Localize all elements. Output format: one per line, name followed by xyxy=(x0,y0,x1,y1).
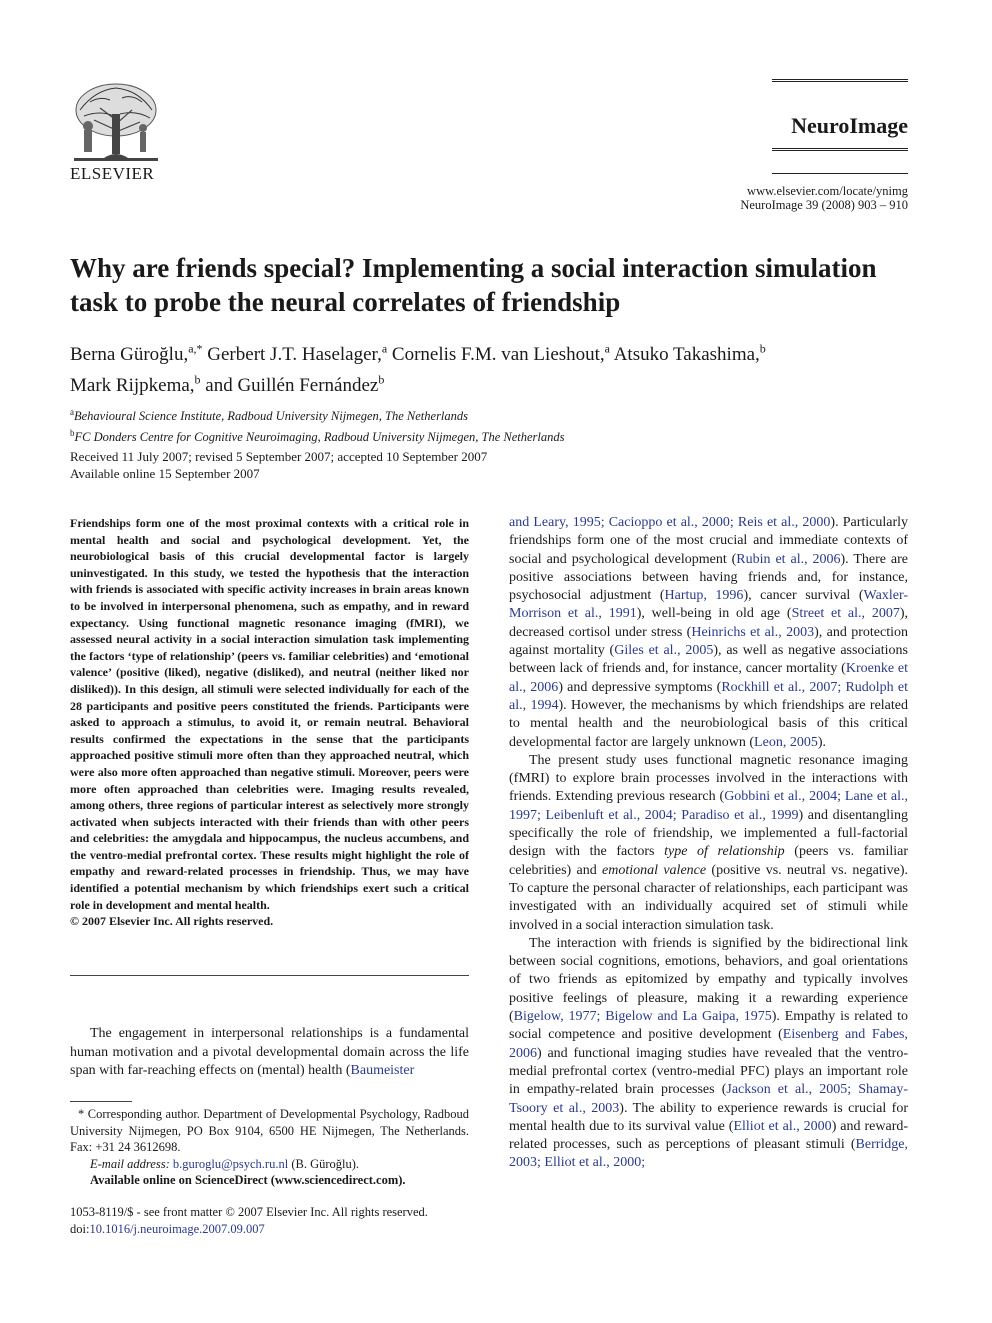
author: Atsuko Takashima,$^b$ xyxy=(613,342,766,366)
col2-paragraph xyxy=(509,752,908,935)
emphasis-text: type of relationship xyxy=(664,844,785,860)
citation-link[interactable]: Jackson et al., 2005; Shamay-Tsoory et al., 2003 xyxy=(509,1082,909,1116)
email-link[interactable]: b.guroglu@psych.ru.nl xyxy=(172,1156,289,1171)
col2-paragraph xyxy=(509,935,908,1173)
citation-link[interactable]: Rubin et al., 2006 xyxy=(736,551,841,567)
publisher-name: ELSEVIER xyxy=(70,164,155,183)
affiliation: $^a$Behavioural Science Institute, Radboud University Nijmegen, The Netherlands xyxy=(70,407,469,424)
citation-link[interactable]: Baumeister xyxy=(350,1063,415,1078)
footnote-rule xyxy=(70,1101,132,1102)
body-text: ), and protection against mortality ( xyxy=(509,624,908,659)
citation-link[interactable]: Leon, 2005 xyxy=(754,734,818,750)
corresponding-author: * Corresponding author. Department of Developmental Psychology, Radboud University Nijmegen, PO Box 9104, 6500 HE Nijmegen, The Netherlands. Fax: +31 24 3612698. xyxy=(70,1107,469,1154)
body-text: ). Empathy is related to social competence and positive development ( xyxy=(509,1009,908,1043)
body-text: The interaction with friends is signified by the bidirectional link between social cognitions, emotions, behaviors, and goal orientations of two friends as epitomized by empathy and typically involves positive feelings of pleasure, making it a rewarding experience ( xyxy=(509,935,908,1025)
affiliations xyxy=(70,404,915,446)
abstract xyxy=(70,515,469,930)
author-list xyxy=(70,337,915,398)
body-text: ), cancer survival ( xyxy=(743,588,864,604)
citation-link[interactable]: Waxler-Morrison et al., 1991 xyxy=(509,588,908,622)
footnote xyxy=(70,1106,469,1189)
citation-link[interactable]: Eisenberg and Fabes, 2006 xyxy=(509,1027,908,1061)
citation-link[interactable]: and Leary, 1995; Cacioppo et al., 2000; Reis et al., 2000 xyxy=(509,515,831,530)
abstract-text: Friendships form one of the most proximal contexts with a critical role in mental health and social and psychological development. Yet, the neurobiological basis of this crucial developmental factor is largely uninvestigated. In this study, we tested the hypothesis that the interaction with friends is associated with specific activity increases in brain areas known to be involved in interpersonal phenomena, such as empathy, and in reward expectancy. Using functional magnetic resonance imaging (fMRI), we assessed neural activity in a social interaction simulation task implementing the factors ‘type of relationship’ (peers vs. familiar celebrities) and ‘emotional valence’ (positive (liked), negative (disliked), and neutral (neither liked nor disliked)). In this design, all stimuli were selected individually for each of the 28 participants and positive peers constituted the friends. Participants were asked to approach a stimulus, to avoid it, or remain neutral. Behavioral results confirmed the expectations in the sense that the participants approached positive stimuli more often than they approached neutral, which were also more often approached than negative stimuli. Moreover, peers were more often approached than celebrities were. Imaging results revealed, among others, three regions of particular interest as selectively more strongly activated when subjects interacted with their friends than with other peers and celebrities: the amygdala and hippocampus, the nucleus accumbens, and the ventro-medial prefrontal cortex. These results might highlight the role of empathy and reward-related processes in friendship. Thus, we may have identified a potential mechanism by which friendships exert such a critical role in development and mental health. xyxy=(70,516,469,912)
body-text: ). Particularly friendships form one of the most crucial and immediate contexts of social and psychological development ( xyxy=(509,515,908,567)
abstract-copyright: © 2007 Elsevier Inc. All rights reserved. xyxy=(70,914,274,929)
header-rule-thin xyxy=(772,173,908,174)
body-text: ) and functional imaging studies have revealed that the ventro-medial prefrontal cortex (ventro-medial PFC) plays an important role in empathy-related brain processes ( xyxy=(509,1045,908,1098)
abstract-rule xyxy=(70,975,469,976)
intro-column-right xyxy=(509,514,908,1173)
doi-line: doi:10.1016/j.neuroimage.2007.09.007 xyxy=(70,1221,265,1236)
body-text: (peers vs. familiar celebrities) and xyxy=(509,844,908,878)
author: Mark Rijpkema,$^b$ xyxy=(70,372,201,396)
body-text: The present study uses functional magnetic resonance imaging (fMRI) to explore brain processes involved in the interactions with friends. Extending previous research ( xyxy=(509,752,908,805)
citation-link[interactable]: Giles et al., 2005 xyxy=(614,643,714,659)
body-text: (positive vs. neutral vs. negative). To capture the personal character of relationships, each participant was investigated with an individually acquired set of stimuli while involved in a social interaction simulation task. xyxy=(509,862,908,933)
citation-link[interactable]: Berridge, 2003; Elliot et al., 2000; xyxy=(509,1137,908,1171)
header-rule-top xyxy=(772,79,908,82)
citation-link[interactable]: Street et al., 2007 xyxy=(791,606,900,622)
emphasis-text: emotional valence xyxy=(602,862,707,878)
citation-link[interactable]: Kroenke et al., 2006 xyxy=(509,661,908,695)
journal-info xyxy=(600,184,908,212)
author: Berna Güroğlu,$^{a,*}$ xyxy=(70,342,203,366)
body-text: ), well-being in old age ( xyxy=(636,606,792,622)
intro-column-left xyxy=(70,1025,469,1081)
sciencedirect-line: Available online on ScienceDirect (www.sciencedirect.com). xyxy=(90,1173,406,1187)
author: Gerbert J.T. Haselager,$^a$ xyxy=(207,342,388,366)
body-text: ). There are positive associations between having friends and, for instance, psychosocial adjustment ( xyxy=(509,551,909,604)
journal-url[interactable]: www.elsevier.com/locate/ynimg xyxy=(747,184,908,198)
author: and Guillén Fernández$^b$ xyxy=(205,372,385,396)
col2-paragraph xyxy=(509,514,908,752)
body-text: ), decreased cortisol under stress ( xyxy=(509,606,908,640)
body-text: ). xyxy=(817,734,826,750)
online-date: Available online 15 September 2007 xyxy=(70,466,260,481)
header-rule-bottom xyxy=(772,148,908,151)
article-history xyxy=(70,448,915,482)
journal-citation: NeuroImage 39 (2008) 903 – 910 xyxy=(740,198,908,212)
journal-name: NeuroImage xyxy=(791,113,908,138)
citation-link[interactable]: Rockhill et al., 2007; Rudolph et al., 1994 xyxy=(509,679,908,713)
doi-link[interactable]: 10.1016/j.neuroimage.2007.09.007 xyxy=(89,1221,265,1236)
body-text: ). However, the mechanisms by which friendships are related to mental health and the neurobiological basis of this critical developmental factor are largely unknown ( xyxy=(509,697,908,750)
history-dates: Received 11 July 2007; revised 5 September 2007; accepted 10 September 2007 xyxy=(70,449,488,464)
citation-link[interactable]: Hartup, 1996 xyxy=(664,588,744,604)
citation-link[interactable]: Bigelow, 1977; Bigelow and La Gaipa, 1975 xyxy=(513,1009,772,1025)
front-matter: 1053-8119/$ - see front matter © 2007 Elsevier Inc. All rights reserved. xyxy=(70,1205,428,1219)
intro-paragraph: The engagement in interpersonal relationships is a fundamental human motivation and a pivotal developmental domain across the life span with far-reaching effects on (mental) health (Baumeister xyxy=(70,1026,469,1078)
citation-link[interactable]: Elliot et al., 2000 xyxy=(733,1118,832,1134)
paper-title: Why are friends special? Implementing a social interaction simulation task to probe the neural correlates of friendship xyxy=(70,253,877,317)
email-line: E-mail address: b.guroglu@psych.ru.nl (B. Güroğlu). xyxy=(90,1156,360,1171)
copyright-block xyxy=(70,1204,469,1237)
body-text: ) and depressive symptoms ( xyxy=(558,679,722,695)
author: Cornelis F.M. van Lieshout,$^a$ xyxy=(391,342,610,366)
body-text: ) and disentangling specifically the role of friendship, we implemented a full-factorial design with the factors xyxy=(509,807,909,860)
citation-link[interactable]: Gobbini et al., 2004; Lane et al., 1997; Leibenluft et al., 2004; Paradiso et al., 1999 xyxy=(509,789,908,823)
citation-link[interactable]: Heinrichs et al., 2003 xyxy=(691,624,815,640)
body-text: ), as well as negative associations between lack of friends and, for instance, cancer mortality ( xyxy=(509,643,908,677)
affiliation: $^b$FC Donders Centre for Cognitive Neuroimaging, Radboud University Nijmegen, The Netherlands xyxy=(70,428,565,445)
body-text: ). The ability to experience rewards is crucial for mental health due to its survival value ( xyxy=(509,1100,908,1134)
body-text: ) and reward-related processes, such as perceptions of pleasant stimuli ( xyxy=(509,1118,909,1153)
